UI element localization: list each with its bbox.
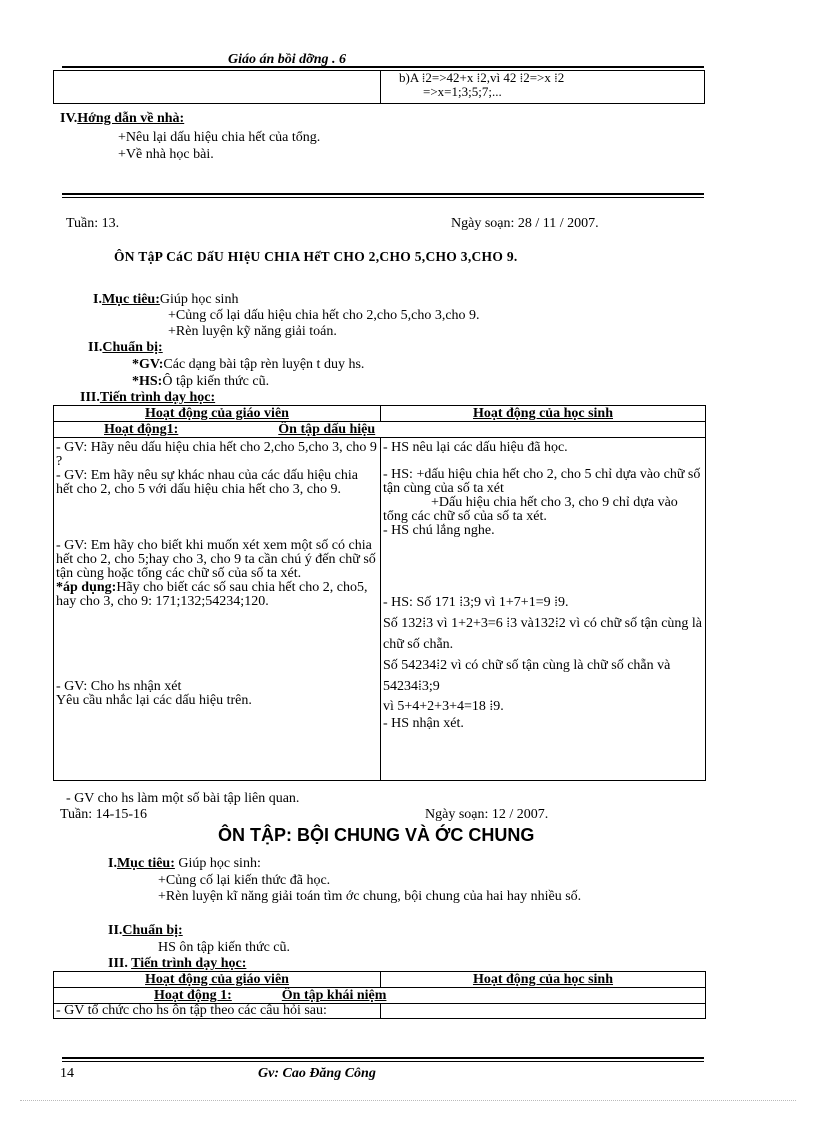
student-row: - HS nêu lại các dấu hiệu đã học. bbox=[383, 440, 568, 455]
teacher-row: - GV: Cho hs nhận xét bbox=[56, 679, 182, 694]
page-header-title: Giáo án bồi dỡng . 6 bbox=[228, 52, 346, 67]
activity-row: Hoạt động1: Ôn tập dấu hiệu bbox=[54, 422, 706, 438]
lesson14-objective-2: +Rèn luyện kĩ năng giải toán tìm ớc chung, bội chung của hai hay nhiều số. bbox=[158, 889, 582, 904]
teacher-row: - GV: Em hãy nêu sự khác nhau của các dấu hiệu chia hết cho 2, cho 5 với dấu hiệu chia hết cho 3, cho 9. bbox=[56, 468, 358, 497]
student-row: Số 54234⁞2 vì có chữ số tận cùng là chữ số chẵn và 54234⁞3;9 bbox=[383, 658, 671, 694]
lesson13-week: Tuần: 13. bbox=[66, 216, 120, 231]
teacher-column bbox=[54, 438, 381, 781]
top-table-line1: b)A ⁞2=>42+x ⁞2,vì 42 ⁞2=>x ⁞2 bbox=[399, 70, 565, 85]
lesson13-title: ÔN TậP CáC DấU HIệU CHIA HếT CHO 2,CHO 5,CHO 3,CHO 9. bbox=[114, 249, 518, 264]
top-table bbox=[53, 70, 705, 104]
lesson14-objectives-heading: I.Mục tiêu: Giúp học sinh: bbox=[108, 856, 261, 871]
student-row: - HS nhận xét. bbox=[383, 716, 464, 731]
student-row: - HS chú lắng nghe. bbox=[383, 523, 495, 538]
lesson13-objective-1: +Củng cố lại dấu hiệu chia hết cho 2,cho 5,cho 3,cho 9. bbox=[168, 308, 480, 323]
section-iv-heading: IV.Hớng dẫn về nhà: bbox=[60, 111, 185, 126]
lesson13-prep-hs: *HS:Ô tập kiến thức cũ. bbox=[132, 374, 270, 389]
student-column bbox=[381, 438, 706, 781]
lesson14-prep-heading: II.Chuẩn bị: bbox=[108, 923, 183, 938]
lesson14-objective-1: +Củng cố lại kiến thức đã học. bbox=[158, 873, 331, 888]
student-row: vì 5+4+2+3+4=18 ⁞9. bbox=[383, 699, 504, 714]
col-header-teacher: Hoạt động của giáo viên bbox=[54, 406, 381, 422]
lesson13-activity-table bbox=[53, 405, 706, 781]
lesson13-objectives-heading: I.Mục tiêu:Giúp học sinh bbox=[93, 292, 239, 307]
teacher-row: - GV: Em hãy cho biết khi muốn xét xem một số có chia hết cho 2, cho 5;hay cho 3, cho 9 ta cần chú ý đến chữ số tận cùng hoặc tổng các chữ số của số ta xét. bbox=[56, 538, 376, 581]
lesson14-date: Ngày soạn: 12 / 2007. bbox=[425, 807, 549, 822]
lesson14-prep-text: HS ôn tập kiến thức cũ. bbox=[158, 940, 291, 955]
lesson14-process-heading: III. Tiến trình dạy học: bbox=[108, 956, 247, 971]
col-header-student: Hoạt động của học sinh bbox=[381, 972, 706, 988]
section-divider bbox=[62, 193, 704, 198]
footer-author: Gv: Cao Đăng Công bbox=[258, 1066, 376, 1081]
page-number: 14 bbox=[60, 1066, 74, 1081]
lesson13-objective-2: +Rèn luyện kỹ năng giải toán. bbox=[168, 324, 337, 339]
page-edge bbox=[20, 1100, 796, 1101]
lesson13-process-heading: III.Tiến trình dạy học: bbox=[80, 390, 216, 405]
teacher-row: - GV tổ chức cho hs ôn tập theo các câu hỏi sau: bbox=[54, 1004, 381, 1019]
lesson13-prep-heading: II.Chuẩn bị: bbox=[88, 340, 163, 355]
lesson13-prep-gv: *GV:Các dạng bài tập rèn luyện t duy hs. bbox=[132, 357, 365, 372]
student-row: Số 132⁞3 vì 1+2+3=6 ⁞3 và132⁞2 vì có chữ số tận cùng là chữ số chẵn. bbox=[383, 616, 703, 652]
section-iv-item-1: +Nêu lại dấu hiệu chia hết của tổng. bbox=[118, 130, 321, 145]
col-header-teacher: Hoạt động của giáo viên bbox=[54, 972, 381, 988]
student-row: +Dấu hiệu chia hết cho 3, cho 9 chỉ dựa vào tổng các chữ số của số ta xét. bbox=[383, 495, 678, 524]
footer-rule bbox=[62, 1057, 704, 1062]
lesson13-date: Ngày soạn: 28 / 11 / 2007. bbox=[451, 216, 599, 231]
student-row: - HS: +dấu hiệu chia hết cho 2, cho 5 chỉ dựa vào chữ số tận cùng của số ta xét bbox=[383, 467, 701, 496]
lesson14-activity-table bbox=[53, 971, 706, 1019]
top-table-line2: =>x=1;3;5;7;... bbox=[423, 84, 502, 99]
activity-row: Hoạt động 1: Ôn tập khái niệm bbox=[54, 988, 706, 1004]
teacher-row: - GV: Hãy nêu dấu hiệu chia hết cho 2,cho 5,cho 3, cho 9 ? bbox=[56, 440, 377, 469]
col-header-student: Hoạt động của học sinh bbox=[381, 406, 706, 422]
teacher-row: *áp dụng:Hãy cho biết các số sau chia hết cho 2, cho5, hay cho 3, cho 9: 171;132;54234;120. bbox=[56, 580, 368, 609]
lesson14-week: Tuần: 14-15-16 bbox=[60, 807, 147, 822]
teacher-row: Yêu cầu nhắc lại các dấu hiệu trên. bbox=[56, 693, 252, 708]
student-row: - HS: Số 171 ⁞3;9 vì 1+7+1=9 ⁞9. bbox=[383, 595, 569, 610]
lesson14-title: ÔN TẬP: BỘI CHUNG VÀ ỚC CHUNG bbox=[218, 825, 535, 845]
lesson13-followup: - GV cho hs làm một số bài tập liên quan. bbox=[66, 791, 300, 806]
section-iv-item-2: +Về nhà học bài. bbox=[118, 147, 214, 162]
